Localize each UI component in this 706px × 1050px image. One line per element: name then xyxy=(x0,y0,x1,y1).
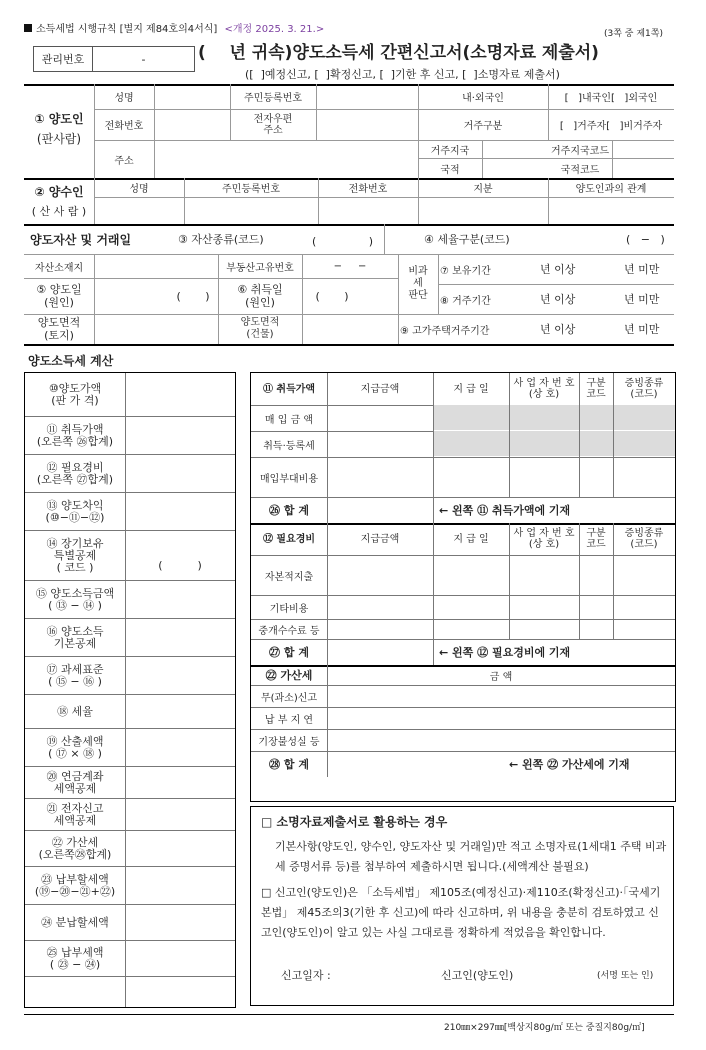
transferor-name-label: 성명 xyxy=(114,93,134,104)
calc-section-title: 양도소득세 계산 xyxy=(28,354,114,368)
cost-head-5: 증빙종류 (코드) xyxy=(624,378,664,400)
property-unique-no-input[interactable]: − − xyxy=(333,260,367,272)
calc-row-label: ㉕ 납부세액 ( ㉓ − ㉔) xyxy=(46,946,104,971)
col-divider xyxy=(433,373,434,497)
revision-date: <개정 2025. 3. 21.> xyxy=(224,24,325,35)
penalty-row-label: 납 부 지 연 xyxy=(264,714,314,726)
asset-location-label: 자산소재지 xyxy=(34,262,84,274)
calc-amount-input[interactable] xyxy=(129,427,229,445)
transferee-name-label: 성명 xyxy=(129,184,149,195)
calc-amount-input[interactable] xyxy=(129,667,229,685)
paper-spec: 210㎜×297㎜[백상지80g/㎡ 또는 중질지80g/㎡] xyxy=(444,1023,645,1033)
mgmt-label: 관리번호 xyxy=(34,47,93,71)
note-heading: □ 소명자료제출서로 활용하는 경우 xyxy=(261,815,448,829)
cost-row-label: 자본적지출 xyxy=(264,571,314,583)
calc-amount-input[interactable] xyxy=(129,503,229,521)
cost-head-1: 지급금액 xyxy=(360,383,400,395)
cost-head-0: ⑪ 취득가액 xyxy=(262,383,316,395)
calc-amount-input[interactable] xyxy=(129,591,229,609)
calc-amount-input[interactable] xyxy=(129,840,229,858)
calc-amount-input[interactable] xyxy=(129,703,229,721)
transferor-rrn-label: 주민등록번호 xyxy=(244,93,302,104)
asset-kind-label: ③ 자산종류(코드) xyxy=(178,233,264,246)
cost-row-label: 기타비용 xyxy=(269,603,309,615)
calc-row-label: ⑩양도가액 (판 가 격) xyxy=(48,382,102,407)
residence-options[interactable]: [ ]거주자[ ]비거주자 xyxy=(559,121,663,132)
hold-over-label: 년 이상 xyxy=(540,263,576,276)
transferor-name-input[interactable] xyxy=(156,88,226,106)
luxury-house-period-label: ⑨ 고가주택거주기간 xyxy=(400,325,490,337)
calc-amount-input[interactable] xyxy=(129,806,229,824)
cost-head-0: ⑫ 필요경비 xyxy=(262,533,316,545)
calc-row-label: ⑲ 산출세액 ( ⑰ × ⑱ ) xyxy=(46,735,104,760)
note-para2: □ 신고인(양도인)은 「소득세법」 제105조(예정신고)·제110조(확정신고)·「국세기본법」 제45조의3(기한 후 신고)에 따라 신고하며, 위 내용을 충분히 검토하였고 신고인(양도인)이 알고 있는 사실 그대로를 정확하게 적었음을 확인합니다. xyxy=(261,886,661,939)
col-divider xyxy=(433,523,434,639)
special-deduction-code[interactable]: ( ) xyxy=(158,558,202,572)
nation-label: 국적 xyxy=(440,164,460,176)
transferor-address-input[interactable] xyxy=(156,150,414,168)
col-divider xyxy=(327,665,328,777)
penalty-head: ㉒ 가산세 xyxy=(265,669,313,682)
calc-amount-input[interactable] xyxy=(129,950,229,968)
transferee-relation-input[interactable] xyxy=(550,202,670,220)
residence-label: 거주구분 xyxy=(463,121,503,132)
transfer-date-input[interactable] xyxy=(96,286,168,304)
filing-date-label: 신고일자 : xyxy=(281,969,331,982)
row-divider xyxy=(25,976,235,977)
calc-row-label: ⑯ 양도소득 기본공제 xyxy=(46,625,104,650)
calc-amount-input[interactable] xyxy=(129,774,229,792)
note-box xyxy=(250,806,674,1006)
transferee-label: ② 양수인 xyxy=(34,184,84,199)
acq-date-label: ⑥ 취득일 (원인) xyxy=(237,283,283,309)
calc-row-label: ⑫ 필요경비 (오른쪽 ㉗합계) xyxy=(36,461,114,486)
col-divider xyxy=(613,373,614,497)
area-land-input[interactable] xyxy=(96,320,214,338)
cost-head-2: 지 급 일 xyxy=(453,533,489,545)
asset-section-title: 양도자산 및 거래일 xyxy=(30,232,132,247)
tax-rate-code[interactable]: ( − ) xyxy=(626,232,665,246)
calc-row-label: ㉓ 납부할세액 (⑲−⑳−㉑+㉒) xyxy=(34,873,116,898)
res-country-label: 거주지국 xyxy=(430,145,470,157)
calc-row-label: ⑪ 취득가액 (오른쪽 ㉖합계) xyxy=(36,423,114,448)
calc-row-label: ⑰ 과세표준 ( ⑮ − ⑯ ) xyxy=(46,663,104,688)
signer-label: 신고인(양도인) xyxy=(441,969,514,982)
transfer-cause[interactable]: ( ) xyxy=(176,289,210,303)
transferor-email-label: 전자우편 주소 xyxy=(253,113,293,136)
calc-amount-input[interactable] xyxy=(129,465,229,483)
cost-head-5: 증빙종류 (코드) xyxy=(624,528,664,550)
nation-code-label: 국적코드 xyxy=(560,164,600,176)
penalty-amount-head: 금 액 xyxy=(489,671,513,683)
cost-head-4: 구분 코드 xyxy=(586,378,606,400)
nationality-label: 내·외국인 xyxy=(462,93,504,104)
law-reference xyxy=(24,20,324,35)
note-para1: 기본사항(양도인, 양수인, 양도자산 및 거래일)만 적고 소명자료(1세대1 주택 비과세 증명서류 등)를 첨부하여 제출하시면 됩니다.(세액계산 불필요) xyxy=(275,840,667,873)
col-divider xyxy=(327,639,328,665)
management-number xyxy=(33,46,195,72)
col-divider xyxy=(327,373,328,497)
res-under-label: 년 미만 xyxy=(624,293,660,306)
transferee-relation-label: 양도인과의 관계 xyxy=(575,184,647,195)
disabled-cell xyxy=(433,431,675,456)
col-divider xyxy=(433,639,434,665)
area-building-input[interactable] xyxy=(304,320,394,338)
mgmt-value: - xyxy=(141,52,146,66)
transferor-phone-input[interactable] xyxy=(156,115,226,133)
col-divider xyxy=(125,373,126,1007)
disabled-cell xyxy=(433,405,675,430)
signature-field[interactable]: (서명 또는 인) xyxy=(597,971,654,981)
cost-head-4: 구분 코드 xyxy=(586,528,606,550)
col-divider xyxy=(509,523,510,639)
res-over-label: 년 이상 xyxy=(540,293,576,306)
cost-head-3: 사 업 자 번 호 (상 호) xyxy=(513,528,575,550)
col-divider xyxy=(433,497,434,523)
transferee-name-input[interactable] xyxy=(96,202,180,220)
filing-date-input[interactable] xyxy=(351,965,441,983)
property-unique-no-label: 부동산고유번호 xyxy=(226,262,294,274)
transferee-sublabel: ( 산 사 람 ) xyxy=(31,205,87,218)
cost-row-label: 매 입 금 액 xyxy=(264,414,314,426)
col-divider xyxy=(509,373,510,497)
col-divider xyxy=(327,523,328,639)
transferor-address-label: 주소 xyxy=(114,155,134,167)
calc-amount-input[interactable] xyxy=(129,629,229,647)
calc-row-label: ⑮ 양도소득금액 ( ⑬ − ⑭ ) xyxy=(35,587,115,612)
transferee-phone-label: 전화번호 xyxy=(348,184,388,195)
cost-total-label: ㉗ 합 계 xyxy=(269,646,309,659)
calc-amount-input[interactable] xyxy=(129,739,229,757)
transferor-email-input[interactable] xyxy=(318,115,414,133)
calc-row-label: ㉑ 전자신고 세액공제 xyxy=(46,802,104,827)
cost-row-label: 매입부대비용 xyxy=(260,473,318,485)
calc-table xyxy=(24,372,236,1008)
transfer-date-label: ⑤ 양도일 (원인) xyxy=(36,283,82,309)
col-divider xyxy=(579,373,580,497)
law-ref-text: 소득세법 시행규칙 [별지 제84호의4서식] xyxy=(36,24,218,35)
calc-amount-input[interactable] xyxy=(129,386,229,404)
cost-total-note: ← 왼쪽 ⑪ 취득가액에 기재 xyxy=(439,504,571,517)
calc-row-label: ㉒ 가산세 (오른쪽㉘합계) xyxy=(38,836,112,861)
nontax-judge-label: 비과 세 판단 xyxy=(408,266,428,301)
transferor-rrn-input[interactable] xyxy=(318,88,414,106)
calc-row-label: ⑳ 연금계좌 세액공제 xyxy=(46,770,104,795)
area-building-label: 양도면적 (건물) xyxy=(240,317,280,340)
calc-amount-input[interactable] xyxy=(129,914,229,932)
res-country-code-label: 거주지국코드 xyxy=(551,145,609,157)
calc-amount-input[interactable] xyxy=(129,877,229,895)
calc-row-label: ⑭ 장기보유 특별공제 ( 코드 ) xyxy=(46,537,104,574)
calc-row-label: ⑱ 세율 xyxy=(57,705,93,718)
transferee-share-input[interactable] xyxy=(420,202,544,220)
penalty-total-note: ← 왼쪽 ㉒ 가산세에 기재 xyxy=(509,758,630,771)
area-land-label: 양도면적 (토지) xyxy=(37,316,81,342)
cost-head-3: 사 업 자 번 호 (상 호) xyxy=(513,378,575,400)
transferee-rrn-label: 주민등록번호 xyxy=(222,184,280,195)
penalty-total-label: ㉘ 합 계 xyxy=(269,758,309,771)
acq-cause[interactable]: ( ) xyxy=(315,289,349,303)
transferee-rrn-input[interactable] xyxy=(186,202,314,220)
cost-row-label: 중개수수료 등 xyxy=(258,625,320,637)
transferor-phone-label: 전화번호 xyxy=(104,121,144,132)
cost-row-label: 취득·등록세 xyxy=(263,440,315,452)
calc-row-label: ⑬ 양도차익 (⑩−⑪−⑫) xyxy=(45,499,105,524)
penalty-row-label: 무(과소)신고 xyxy=(260,692,318,704)
asset-kind-code[interactable]: ( ) xyxy=(312,234,374,248)
transferee-phone-input[interactable] xyxy=(320,202,414,220)
penalty-row-label: 기장불성실 등 xyxy=(258,736,320,748)
transferee-share-label: 지분 xyxy=(473,184,493,195)
lux-under-label: 년 미만 xyxy=(624,323,660,336)
col-divider xyxy=(579,523,580,639)
hold-under-label: 년 미만 xyxy=(624,263,660,276)
form-title: ( 년 귀속)양도소득세 간편신고서(소명자료 제출서) xyxy=(198,43,599,63)
col-divider xyxy=(613,523,614,639)
cost-head-1: 지급금액 xyxy=(360,533,400,545)
page-info: (3쪽 중 제1쪽) xyxy=(604,29,663,39)
cost-table xyxy=(250,372,676,802)
cost-head-2: 지 급 일 xyxy=(453,383,489,395)
asset-location-input[interactable] xyxy=(96,258,214,274)
filing-type-options[interactable]: ([ ]예정신고, [ ]확정신고, [ ]기한 후 신고, [ ]소명자료 제출서) xyxy=(245,68,560,81)
lux-over-label: 년 이상 xyxy=(540,323,576,336)
col-divider xyxy=(327,497,328,523)
cost-total-label: ㉖ 합 계 xyxy=(269,504,309,517)
square-bullet-icon xyxy=(24,24,32,32)
nationality-options[interactable]: [ ]내국인[ ]외국인 xyxy=(564,93,658,104)
transferor-label: ① 양도인 xyxy=(34,111,84,126)
calc-row-label: ㉔ 분납할세액 xyxy=(41,916,109,929)
cost-total-note: ← 왼쪽 ⑫ 필요경비에 기재 xyxy=(439,646,571,659)
residence-period-label: ⑧ 거주기간 xyxy=(440,295,491,307)
transferor-sublabel: (판사람) xyxy=(36,131,82,146)
tax-rate-label: ④ 세율구분(코드) xyxy=(424,233,510,246)
hold-period-label: ⑦ 보유기간 xyxy=(440,265,491,277)
